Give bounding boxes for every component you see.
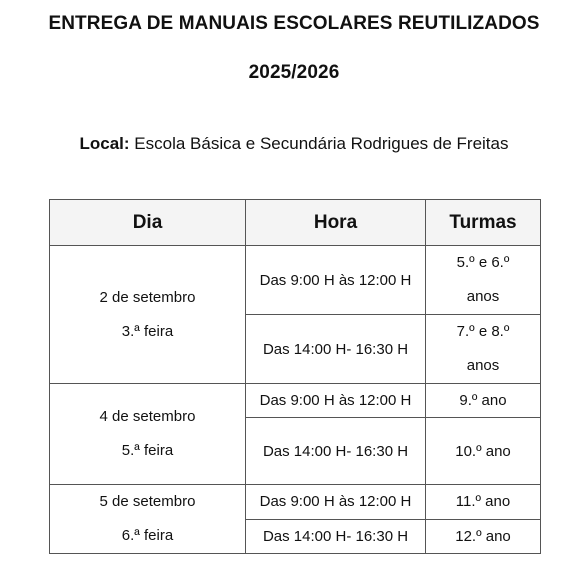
table-row	[50, 246, 541, 315]
table-row	[50, 384, 541, 418]
day-cell	[50, 384, 246, 485]
column-header-turmas: Turmas	[426, 200, 541, 246]
classes-cell: 9.º ano	[426, 384, 541, 418]
location-value: Escola Básica e Secundária Rodrigues de Freitas	[129, 134, 509, 153]
time-cell: Das 9:00 H às 12:00 H	[246, 485, 426, 520]
column-header-hora: Hora	[246, 200, 426, 246]
time-cell: Das 14:00 H- 16:30 H	[246, 315, 426, 384]
classes-line: 7.º e 8.º	[456, 323, 510, 340]
classes-cell: 12.º ano	[426, 519, 541, 554]
day-weekday: 6.ª feira	[121, 527, 174, 544]
location-line	[0, 134, 588, 154]
table-header-row	[50, 200, 541, 246]
school-year: 2025/2026	[248, 62, 340, 83]
classes-line: anos	[466, 357, 500, 374]
classes-cell	[426, 246, 541, 315]
day-cell	[50, 246, 246, 384]
day-date: 2 de setembro	[99, 288, 196, 306]
classes-line: 5.º e 6.º	[456, 254, 510, 271]
day-weekday: 3.ª feira	[121, 322, 174, 340]
time-cell: Das 9:00 H às 12:00 H	[246, 384, 426, 418]
delivery-schedule-table	[49, 199, 541, 554]
time-cell: Das 14:00 H- 16:30 H	[246, 418, 426, 485]
day-cell	[50, 485, 246, 554]
document-title: ENTREGA DE MANUAIS ESCOLARES REUTILIZADOS	[48, 13, 540, 34]
table-row	[50, 485, 541, 520]
classes-cell: 10.º ano	[426, 418, 541, 485]
day-date: 4 de setembro	[99, 408, 196, 425]
time-cell: Das 14:00 H- 16:30 H	[246, 519, 426, 554]
classes-cell: 11.º ano	[426, 485, 541, 520]
day-weekday: 5.ª feira	[121, 442, 174, 459]
classes-line: anos	[466, 288, 500, 305]
time-cell: Das 9:00 H às 12:00 H	[246, 246, 426, 315]
column-header-dia: Dia	[50, 200, 246, 246]
day-date: 5 de setembro	[99, 493, 196, 510]
classes-cell	[426, 315, 541, 384]
location-label: Local:	[79, 134, 130, 153]
